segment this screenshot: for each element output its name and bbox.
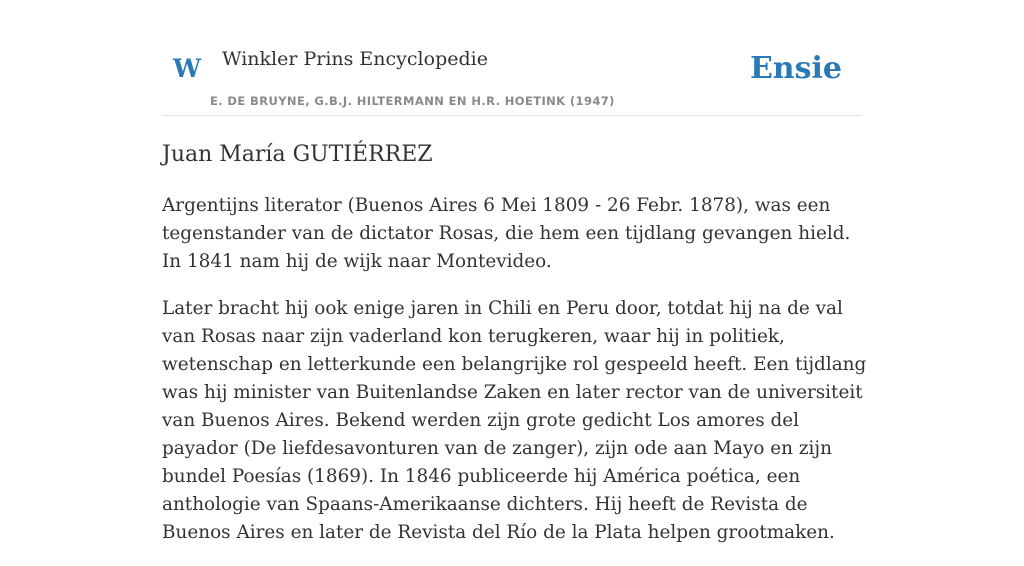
entry-body — [162, 192, 868, 566]
entry-title: Juan María GUTIÉRREZ — [162, 142, 433, 167]
source-logo-icon[interactable]: W — [173, 54, 202, 83]
source-header — [162, 38, 862, 116]
source-authors: E. DE BRUYNE, G.B.J. HILTERMANN EN H.R. HOETINK (1947) — [210, 94, 615, 108]
brand-logo-link[interactable]: Ensie — [749, 51, 842, 86]
entry-paragraph: Later bracht hij ook enige jaren in Chili en Peru door, totdat hij na de val van Rosas naar zijn vaderland kon terugkeren, waar hij in politiek, wetenschap en letterkunde een belangrijke rol gespeeld heeft. Een tijdlang was hij minister van Buitenlandse Zaken en later rector van de universiteit van Buenos Aires. Bekend werden zijn grote gedicht Los amores del payador (De liefdesavonturen van de zanger), zijn ode aan Mayo en zijn bundel Poesías (1869). In 1846 publiceerde hij América poética, een anthologie van Spaans-Amerikaanse dichters. Hij heeft de Revista de Buenos Aires en later de Revista del Río de la Plata helpen grootmaken. — [162, 298, 867, 543]
source-title-link[interactable]: Winkler Prins Encyclopedie — [222, 48, 488, 70]
entry-paragraph: Argentijns literator (Buenos Aires 6 Mei 1809 - 26 Febr. 1878), was een tegenstander van de dictator Rosas, die hem een tijdlang gevangen hield. In 1841 nam hij de wijk naar Montevideo. — [162, 195, 851, 272]
